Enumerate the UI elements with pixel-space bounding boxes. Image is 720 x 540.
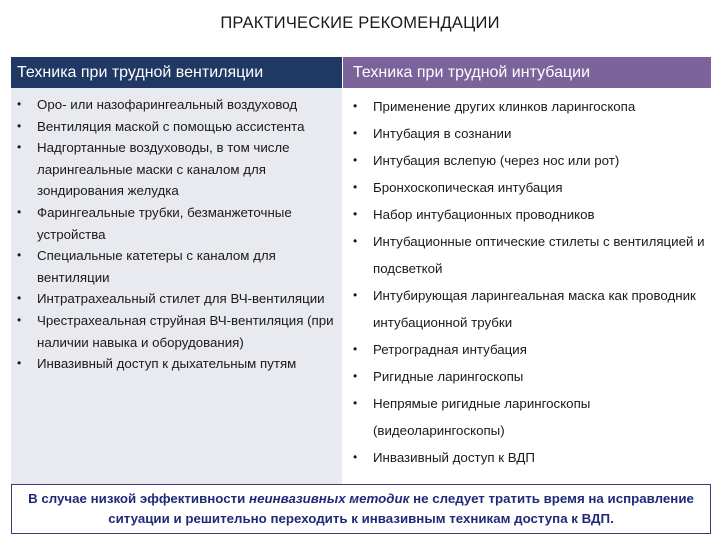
list-item <box>343 174 711 201</box>
ventilation-technique-list <box>11 88 342 375</box>
list-item-text: Интратрахеальный стилет для ВЧ-вентиляции <box>37 291 325 307</box>
list-item <box>343 93 711 120</box>
list-item <box>343 147 711 174</box>
list-item-text: Интубационные оптические стилеты с вентиляцией и подсветкой <box>373 234 705 276</box>
list-item <box>11 310 342 353</box>
list-item-text: Интубирующая ларингеальная маска как проводник интубационной трубки <box>373 288 696 330</box>
right-column-header: Техника при трудной интубации <box>343 57 711 88</box>
list-item-text: Фарингеальные трубки, безманжеточные устройства <box>37 204 292 242</box>
bullet-icon: • <box>353 342 358 356</box>
bullet-icon: • <box>353 450 358 464</box>
list-item <box>343 363 711 390</box>
list-item-text: Чрестрахеальная струйная ВЧ-вентиляция (при наличии навыка и оборудования) <box>37 312 334 350</box>
list-item-text: Ригидные ларингоскопы <box>373 369 524 384</box>
slide-title: ПРАКТИЧЕСКИЕ РЕКОМЕНДАЦИИ <box>220 14 500 32</box>
list-item-text: Бронхоскопическая интубация <box>373 180 563 195</box>
bullet-icon: • <box>17 118 22 133</box>
right-column-body <box>343 88 711 484</box>
list-item-text: Ретроградная интубация <box>373 342 527 357</box>
bullet-icon: • <box>353 234 358 248</box>
list-item-text: Интубация в сознании <box>373 126 512 141</box>
bullet-icon: • <box>17 204 22 219</box>
bullet-icon: • <box>353 369 358 383</box>
list-item-text: Применение других клинков ларингоскопа <box>373 99 636 114</box>
bullet-icon: • <box>17 291 22 306</box>
intubation-technique-list <box>343 88 711 471</box>
list-item <box>343 390 711 444</box>
list-item-text: Набор интубационных проводников <box>373 207 595 222</box>
list-item <box>343 444 711 471</box>
bullet-icon: • <box>353 99 358 113</box>
bullet-icon: • <box>17 248 22 263</box>
list-item <box>11 116 342 138</box>
bullet-icon: • <box>17 140 22 155</box>
list-item <box>11 245 342 288</box>
list-item <box>343 228 711 282</box>
bullet-icon: • <box>353 153 358 167</box>
list-item-text: Оро- или назофарингеальный воздуховод <box>37 97 298 112</box>
list-item <box>343 120 711 147</box>
left-column-header: Техника при трудной вентиляции <box>11 57 342 88</box>
list-item-text: Надгортанные воздуховоды, в том числе ларингеальные маски с каналом для зондирования желудка <box>37 140 290 199</box>
footer-text-part1: В случае низкой эффективности <box>28 491 250 506</box>
footer-emphasis: неинвазивных методик <box>249 491 410 506</box>
bullet-icon: • <box>17 312 22 327</box>
list-item-text: Специальные катетеры с каналом для вентиляции <box>37 248 276 285</box>
list-item <box>11 353 342 375</box>
left-column-body <box>11 88 342 484</box>
bullet-icon: • <box>17 356 22 371</box>
bullet-icon: • <box>17 97 22 111</box>
bullet-icon: • <box>353 207 358 221</box>
list-item-text: Вентиляция маской с помощью ассистента <box>37 118 305 134</box>
footer-text-part2: не следует тратить время на исправление ситуации и решительно переходить к инвазивным техникам доступа к ВДП. <box>108 491 694 526</box>
bullet-icon: • <box>353 126 358 140</box>
bullet-icon: • <box>353 180 358 194</box>
list-item <box>343 336 711 363</box>
list-item <box>11 137 342 202</box>
list-item <box>11 288 342 310</box>
list-item-text: Непрямые ригидные ларингоскопы (видеоларингоскопы) <box>373 396 591 438</box>
list-item-text: Инвазивный доступ к ВДП <box>373 450 535 465</box>
list-item <box>343 201 711 228</box>
list-item <box>11 94 342 116</box>
list-item <box>343 282 711 336</box>
bullet-icon: • <box>353 396 358 410</box>
list-item-text: Интубация вслепую (через нос или рот) <box>373 153 620 168</box>
bullet-icon: • <box>353 288 358 302</box>
list-item-text: Инвазивный доступ к дыхательным путям <box>37 356 297 372</box>
footer-note <box>11 484 711 534</box>
list-item <box>11 202 342 245</box>
